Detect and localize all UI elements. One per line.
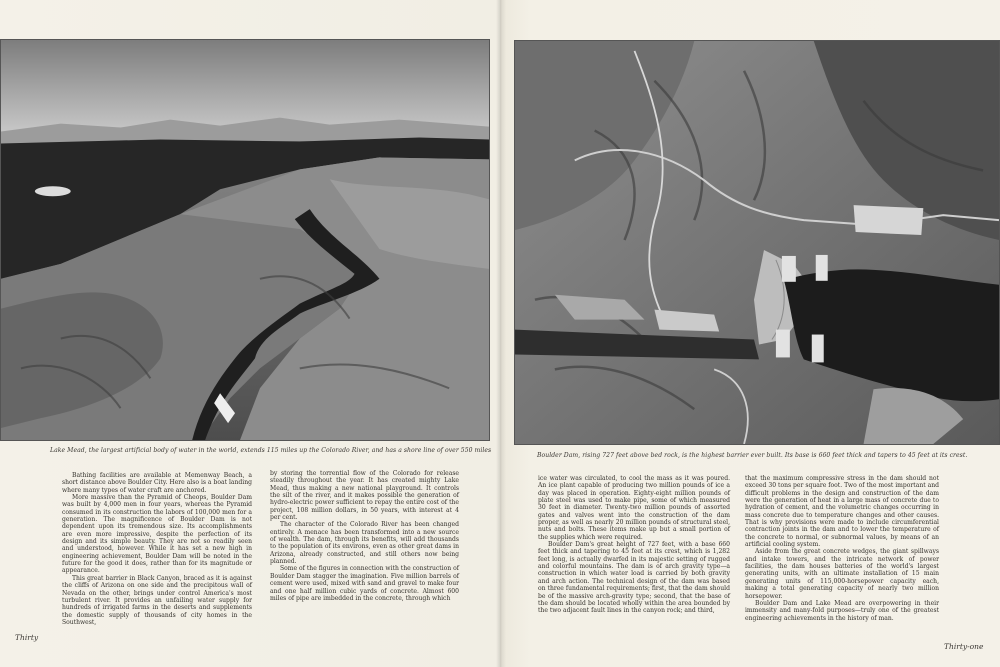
article-column-1 bbox=[62, 472, 252, 626]
lake-mead-photo-graphic bbox=[1, 40, 489, 440]
column-2-paragraph: by storing the torrential flow of the Colorado for release steadily throughout the year. It has created mighty Lake Mead, thus making a new national playground. It controls the silt of the river, and it makes possible the generation of hydro-electric power sufficient to repay the entire cost of the project, 108 million dollars, in 50 years, with interest at 4 per cent. bbox=[270, 470, 459, 522]
column-4-paragraph: that the maximum compressive stress in the dam should not exceed 30 tons per square foot. Two of the most important and difficult problems in the design and construction of the dam were the generation of heat in a large mass of concrete due to hydration of cement, and the volumetric changes occurring in mass concrete due to temperature changes and other causes. That is why provisions were made to include circumferential contraction joints in the dam and to lower the temperature of the concrete to normal, or subnormal values, by means of an artificial cooling system. bbox=[745, 475, 939, 549]
column-1-paragraph: This great barrier in Black Canyon, braced as it is against the cliffs of Arizona on one side and the precipitous wall of Nevada on the other, brings under control America's most turbulent river. It provides an unfailing water supply for hundreds of irrigated farms in the deserts and supplements the domestic supply of thousands of city homes in the Southwest, bbox=[62, 574, 252, 626]
boulder-dam-aerial-photo bbox=[514, 40, 1000, 445]
lake-mead-caption: Lake Mead, the largest artificial body of water in the world, extends 115 miles up the Colorado River, and has a shore line of over 550 miles bbox=[50, 447, 492, 454]
column-1-paragraph: Bathing facilities are available at Memenway Beach, a short distance above Boulder City. Here also is a boat landing where many types of water craft are anchored. bbox=[62, 472, 252, 494]
boulder-dam-caption: Boulder Dam, rising 727 feet above bed rock, is the highest barrier ever built. Its base is 660 feet thick and tapers to 45 feet at its crest. bbox=[537, 452, 968, 459]
lake-mead-aerial-photo bbox=[0, 39, 490, 441]
column-1-paragraph: More massive than the Pyramid of Cheops, Boulder Dam was built by 4,000 men in four years, whereas the Pyramid consumed in its construction the labors of 100,000 men for a generation. The magnificence of Boulder Dam is not dependent upon its tremendous size. Its accomplishments are even more impressive, despite the perfection of its design and its simple beauty. They are not so readily seen and understood, however. While it has set a new high in engineering achievement, Boulder Dam will be noted in the future for the good it does, rather than for its magnitude or appearance. bbox=[62, 494, 252, 575]
page-gutter bbox=[496, 0, 506, 667]
column-4-paragraph: Boulder Dam and Lake Mead are overpowering in their immensity and many-fold purposes—truly one of the greatest engineering achievements in the history of man. bbox=[745, 599, 939, 622]
page-number-left: Thirty bbox=[15, 633, 39, 642]
article-column-2 bbox=[270, 470, 459, 602]
column-3-paragraph: Boulder Dam's great height of 727 feet, with a base 660 feet thick and tapering to 45 feet at its crest, which is 1,282 feet long, is actually dwarfed in its majestic setting of rugged and colorful mountains. The dam is of arch gravity type—a construction in which water load is carried by both gravity and arch action. The technical design of the dam was based on three fundamental requirements; first, that the dam should be of the massive arch-gravity type; second, that the base of the dam should be located wholly within the area bounded by the two adjacent fault lines in the canyon rock; and third, bbox=[538, 541, 730, 615]
column-2-paragraph: Some of the figures in connection with the construction of Boulder Dam stagger the imagination. Five million barrels of cement were used, mixed with sand and gravel to make four and one half million cubic yards of concrete. Almost 600 miles of pipe are imbedded in the concrete, through which bbox=[270, 565, 459, 602]
column-3-paragraph: ice water was circulated, to cool the mass as it was poured. An ice plant capable of producing two million pounds of ice a day was placed in operation. Eighty-eight million pounds of plate steel was used to make pipe, some of which measured 30 feet in diameter. Twenty-two million pounds of assorted gates and valves went into the construction of the dam proper, as well as nearly 20 million pounds of structural steel, nuts and bolts. These items make up but a small portion of the supplies which were required. bbox=[538, 475, 730, 541]
boulder-dam-photo-graphic bbox=[515, 41, 999, 444]
column-2-paragraph: The character of the Colorado River has been changed entirely. A menace has been transformed into a new source of wealth. The dam, through its benefits, will add thousands to the population of its environs, even as other great dams in Arizona, already constructed, and still others now being planned. bbox=[270, 521, 459, 566]
page-number-right: Thirty-one bbox=[944, 642, 984, 651]
column-4-paragraph: Aside from the great concrete wedges, the giant spillways and intake towers, and the intricate network of power facilities, the dam houses batteries of the world's largest generating units, with an ultimate installation of 15 main generating units of 115,000-horsepower capacity each, making a total generating capacity of nearly two million horsepower. bbox=[745, 548, 939, 600]
